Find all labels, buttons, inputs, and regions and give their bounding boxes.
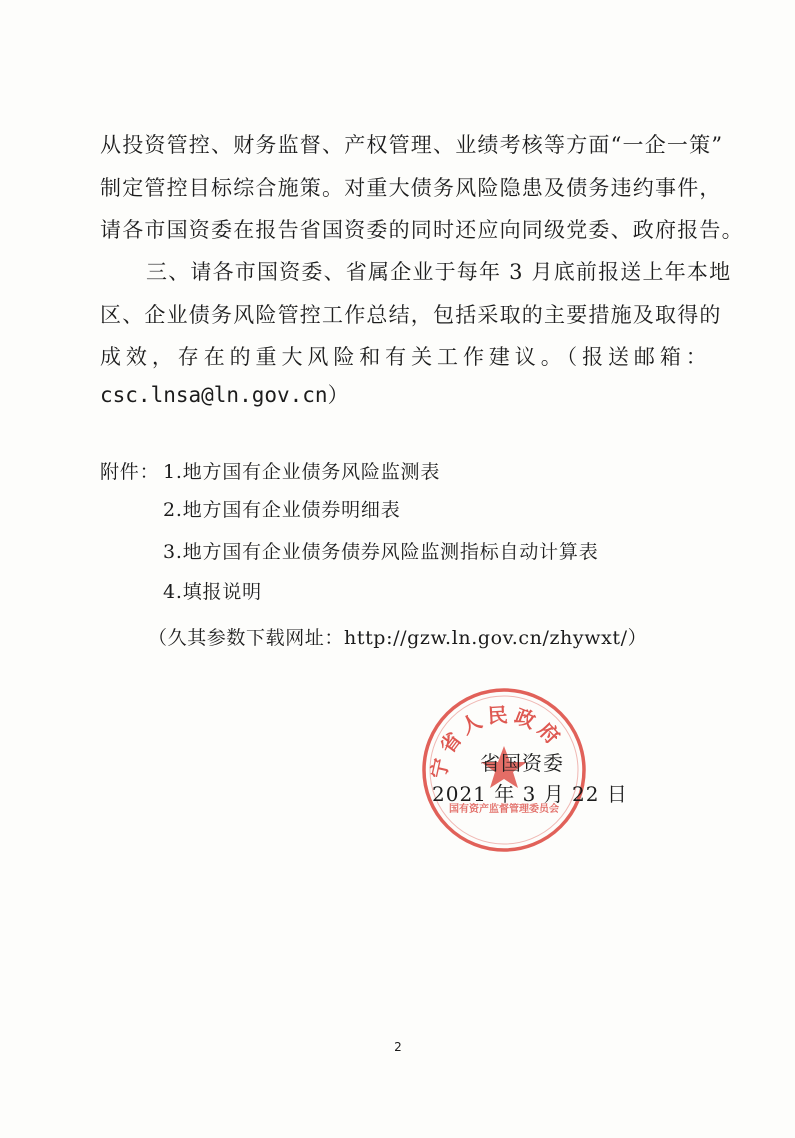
attachment-item-1: 1.地方国有企业债务风险监测表	[163, 461, 441, 483]
body-line-3: 请各市国资委在报告省国资委的同时还应向同级党委、政府报告。	[100, 218, 744, 242]
attachments-label: 附件：	[100, 461, 160, 483]
attachment-item-4: 4.填报说明	[163, 581, 262, 603]
download-url-note: （久其参数下载网址：http://gzw.ln.gov.cn/zhywxt/）	[148, 627, 648, 649]
seal-bottom-text: 国有资产监督管理委员会	[449, 804, 559, 815]
seal-arc-text: 宁省人民政府	[426, 702, 569, 781]
body-line-4: 三、请各市国资委、省属企业于每年 3 月底前报送上年本地	[146, 260, 732, 284]
signing-date: 2021 年 3 月 22 日	[432, 782, 628, 806]
body-line-5: 区、企业债务风险管控工作总结，包括采取的主要措施及取得的	[100, 303, 722, 327]
email-address: csc.lnsa@ln.gov.cn）	[100, 383, 349, 407]
body-line-2: 制定管控目标综合施策。对重大债务风险隐患及债务违约事件，	[100, 176, 722, 200]
page-number: 2	[394, 1040, 402, 1054]
attachment-item-2: 2.地方国有企业债券明细表	[163, 499, 401, 521]
body-line-1: 从投资管控、财务监督、产权管理、业绩考核等方面“一企一策”	[100, 133, 724, 157]
signing-organization: 省国资委	[480, 751, 564, 775]
attachment-item-3: 3.地方国有企业债务债券风险监测指标自动计算表	[163, 541, 599, 563]
body-line-6: 成效，存在的重大风险和有关工作建议。（报送邮箱：	[100, 345, 708, 369]
